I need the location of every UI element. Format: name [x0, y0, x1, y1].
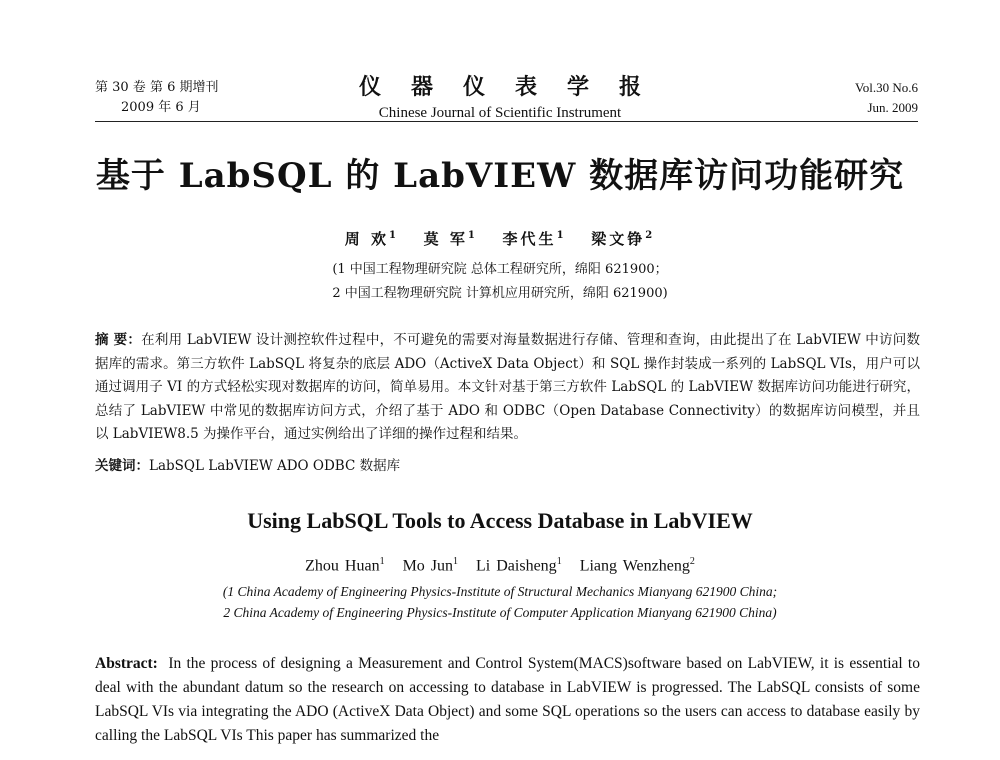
- page-header: [0, 0, 1000, 130]
- author-aff-marker: 2: [689, 556, 695, 567]
- date-cn: 2009 年 6 月: [121, 100, 201, 115]
- author-cn: 梁文铮: [591, 230, 646, 248]
- author-aff-marker: 1: [379, 556, 385, 567]
- abstract-en-text: In the process of designing a Measurement and Control System(MACS)software based on LabVIEW, it is essential to deal with the abundant datum so the research on accessing to database in LabVIEW is progressed. The LabSQL consists of some LabSQL VIs via integrating the ADO (ActiveX Data Object) and some SQL operations so the users can access to database easily by calling the LabSQL VIs This paper has summarized the: [95, 655, 920, 744]
- abstract-en: [95, 652, 920, 748]
- author-aff-marker: 1: [467, 230, 478, 241]
- author-aff-marker: 1: [556, 230, 567, 241]
- keywords-cn-text: LabSQL LabVIEW ADO ODBC 数据库: [149, 458, 401, 474]
- authors-en: [0, 556, 1000, 575]
- paper-title-cn: 基于 LabSQL 的 LabVIEW 数据库访问功能研究: [95, 156, 905, 196]
- author-en: Zhou Huan: [305, 557, 380, 575]
- abstract-cn-text: 在利用 LabVIEW 设计测控软件过程中，不可避免的需要对海量数据进行存储、管理和查询，由此提出了在 LabVIEW 中访问数据库的需求。第三方软件 LabSQL 将复杂的底层 ADO（ActiveX Data Object）和 SQL 操作封装成一系列的 LabSQL VIs，用户可以通过调用子 VI 的方式轻松实现对数据库的访问，简单易用。本文针对基于第三方软件 LabSQL 的 LabVIEW 数据库访问功能进行研究，总结了 LabVIEW 中常见的数据库访问方式，介绍了基于 ADO 和 ODBC（Open Database Connectivity）的数据库访问模型，并且以 LabVIEW8.5 为操作平台，通过实例给出了详细的操作过程和结果。: [95, 332, 921, 442]
- affiliation-cn: 2 中国工程物理研究院 计算机应用研究所，绵阳 621900): [332, 286, 668, 301]
- author-cn: 莫 军: [423, 230, 468, 248]
- volume-issue-cn: 第 30 卷 第 6 期增刊: [95, 80, 219, 95]
- author-cn: 周 欢: [344, 230, 390, 248]
- abstract-en-label: Abstract:: [95, 655, 158, 672]
- affiliation-en: 2 China Academy of Engineering Physics-Institute of Computer Application Mianyang 621900 China): [223, 605, 777, 620]
- author-en: Li Daisheng: [476, 557, 557, 575]
- author-aff-marker: 1: [556, 556, 562, 567]
- author-aff-marker: 2: [645, 230, 656, 241]
- header-right: [855, 78, 918, 118]
- journal-name-en: Chinese Journal of Scientific Instrument: [378, 105, 622, 121]
- affiliation-en: (1 China Academy of Engineering Physics-Institute of Structural Mechanics Mianyang 621900 China;: [222, 584, 778, 599]
- author-aff-marker: 1: [389, 230, 399, 241]
- author-aff-marker: 1: [453, 556, 459, 567]
- paper-title-en: Using LabSQL Tools to Access Database in LabVIEW: [247, 508, 753, 533]
- abstract-cn: [95, 329, 920, 447]
- keywords-cn-label: 关键词：: [95, 458, 149, 474]
- keywords-cn: [95, 454, 400, 474]
- authors-cn: [0, 228, 1000, 249]
- author-cn: 李代生: [502, 230, 557, 248]
- author-en: Liang Wenzheng: [579, 557, 690, 575]
- journal-name-cn: 仪器仪表学报: [358, 74, 671, 100]
- affiliation-cn: (1 中国工程物理研究院 总体工程研究所，绵阳 621900；: [332, 262, 668, 277]
- author-en: Mo Jun: [402, 557, 454, 575]
- header-rule: [95, 121, 918, 122]
- date-en: Jun. 2009: [867, 100, 918, 115]
- journal-name: [0, 70, 1000, 122]
- abstract-cn-label: 摘 要：: [95, 332, 142, 348]
- volume-issue-en: Vol.30 No.6: [855, 80, 918, 95]
